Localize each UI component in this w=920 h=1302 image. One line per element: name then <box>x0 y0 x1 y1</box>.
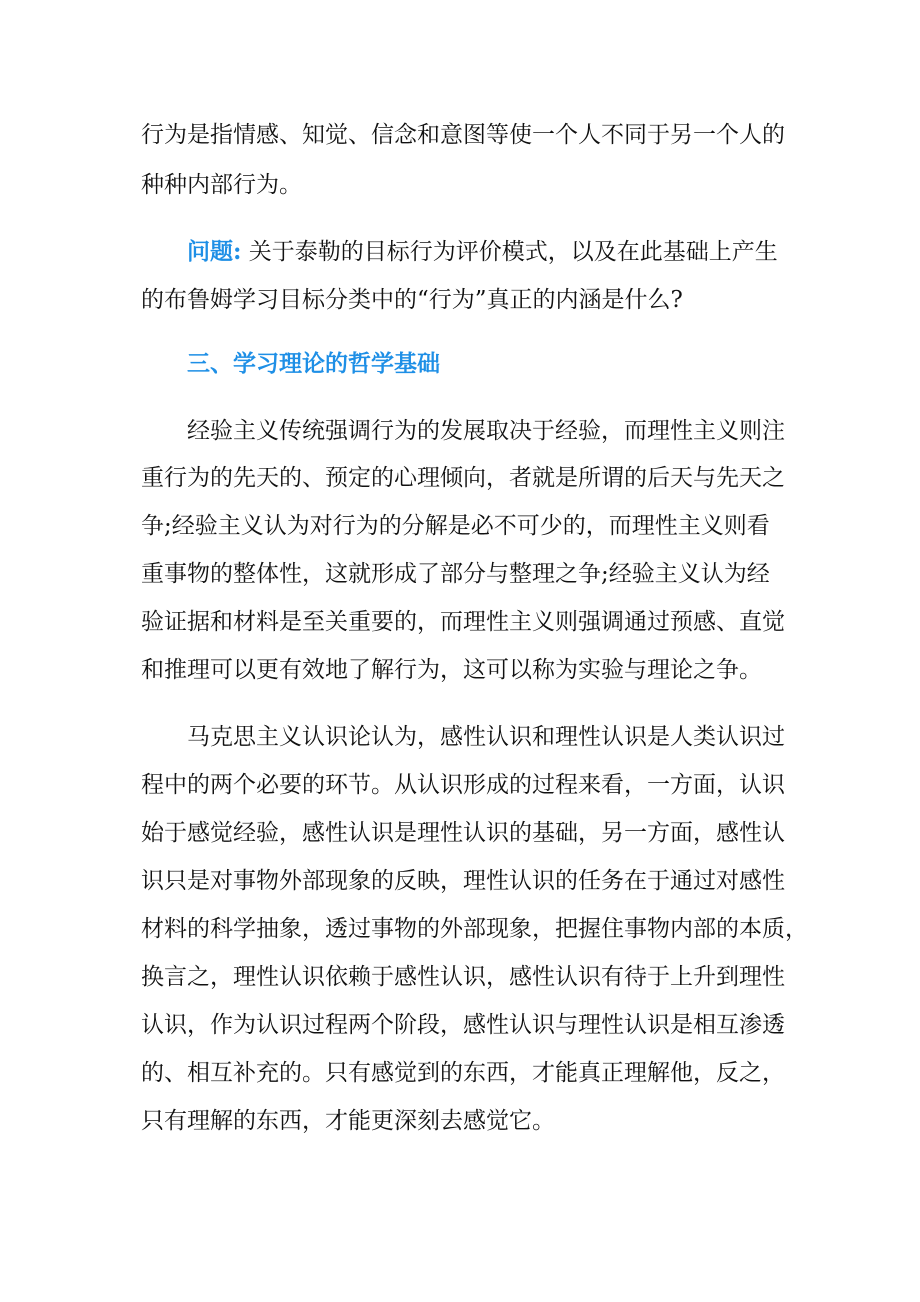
paragraph-3-line-1: 马克思主义认识论认为，感性认识和理性认识是人类认识过 <box>187 724 785 750</box>
question-label: 问题: <box>187 238 242 265</box>
paragraph-3-line-7: 认识，作为认识过程两个阶段，感性认识与理性认识是相互渗透 <box>141 1012 785 1038</box>
question-text-1: 关于泰勒的目标行为评价模式，以及在此基础上产生 <box>241 239 778 265</box>
paragraph-2-line-2: 重行为的先天的、预定的心理倾向，者就是所谓的后天与先天之 <box>141 465 785 491</box>
paragraph-2-line-6: 和推理可以更有效地了解行为，这可以称为实验与理论之争。 <box>141 657 762 683</box>
paragraph-3-line-8: 的、相互补充的。只有感觉到的东西，才能真正理解他，反之， <box>141 1060 785 1086</box>
paragraph-3-line-6: 换言之，理性认识依赖于感性认识，感性认识有待于上升到理性 <box>141 964 785 990</box>
paragraph-2-line-4: 重事物的整体性，这就形成了部分与整理之争;经验主义认为经 <box>141 561 770 587</box>
paragraph-2-line-3: 争;经验主义认为对行为的分解是必不可少的，而理性主义则看 <box>141 513 770 539</box>
question-line-2: 的布鲁姆学习目标分类中的“行为”真正的内涵是什么? <box>141 287 683 313</box>
paragraph-3-line-5: 材料的科学抽象，透过事物的外部现象，把握住事物内部的本质， <box>141 916 808 942</box>
paragraph-2-line-5: 验证据和材料是至关重要的，而理性主义则强调通过预感、直觉 <box>141 609 785 635</box>
paragraph-1-line-1: 行为是指情感、知觉、信念和意图等使一个人不同于另一个人的 <box>141 122 785 148</box>
section-heading: 三、学习理论的哲学基础 <box>187 350 440 377</box>
paragraph-3-line-3: 始于感觉经验，感性认识是理性认识的基础，另一方面，感性认 <box>141 820 785 846</box>
paragraph-3-line-2: 程中的两个必要的环节。从认识形成的过程来看，一方面，认识 <box>141 772 785 798</box>
paragraph-2-line-1: 经验主义传统强调行为的发展取决于经验，而理性主义则注 <box>187 418 785 444</box>
question-line-1 <box>187 237 781 267</box>
paragraph-1-line-2: 种种内部行为。 <box>141 172 302 198</box>
paragraph-3-line-9: 只有理解的东西，才能更深刻去感觉它。 <box>141 1108 555 1134</box>
paragraph-3-line-4: 识只是对事物外部现象的反映，理性认识的任务在于通过对感性 <box>141 868 785 894</box>
